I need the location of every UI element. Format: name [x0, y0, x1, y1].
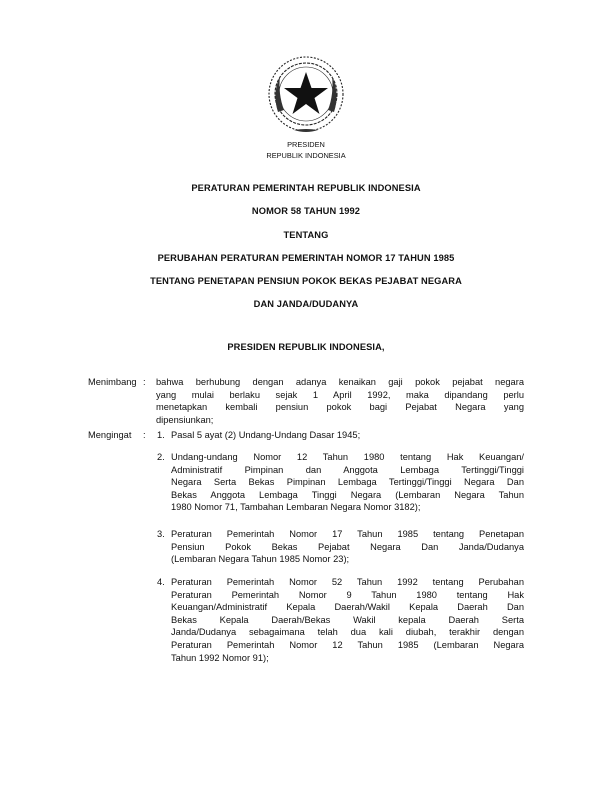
text-line: Bekas Kepala Daerah/Bekas Wakil kepala Daerah Serta — [171, 614, 524, 625]
text-line: yang mulai berlaku sejak 1 April 1992, maka dipandang perlu — [156, 389, 524, 400]
presidential-seal — [264, 52, 348, 138]
text-line: Peraturan Pemerintah Nomor 12 Tahun 1985 (Lembaran Negara — [171, 639, 524, 650]
seal-caption-line2: REPUBLIK INDONESIA — [266, 151, 346, 160]
text-line: (Lembaran Negara Tahun 1985 Nomor 23); — [171, 554, 350, 565]
star-emblem-icon — [264, 52, 348, 138]
text-line: Peraturan Pemerintah Nomor 17 Tahun 1985 tentang Penetapan — [171, 529, 524, 539]
text-line: Peraturan Pemerintah Nomor 9 Tahun 1980 tentang Hak — [171, 589, 524, 600]
text-line: Peraturan Pemerintah Nomor 52 Tahun 1992 tentang Perubahan — [171, 577, 524, 587]
mengingat-label: Mengingat — [88, 430, 132, 440]
text-line: Pensiun Pokok Bekas Pejabat Negara Dan Janda/Dudanya — [171, 541, 524, 552]
item-number: 1. — [157, 430, 165, 440]
mengingat-item-2 — [171, 451, 524, 514]
mengingat-colon: : — [143, 430, 146, 440]
mengingat-item-4 — [171, 576, 524, 664]
menimbang-text — [156, 376, 524, 426]
item-number: 4. — [157, 577, 165, 587]
regulation-title: PERATURAN PEMERINTAH REPUBLIK INDONESIA — [191, 183, 421, 193]
menimbang-colon: : — [143, 377, 146, 387]
president-heading: PRESIDEN REPUBLIK INDONESIA, — [227, 342, 385, 352]
text-line: Bekas Anggota Lembaga Tinggi Negara (Lembaran Negara Tahun — [171, 489, 524, 500]
text-line: Negara Serta Bekas Pimpinan Lembaga Tertinggi/Tinggi Negara Dan — [171, 477, 524, 488]
seal-caption-line1: PRESIDEN — [287, 140, 325, 149]
mengingat-item-1 — [171, 429, 524, 442]
mengingat-item-3 — [171, 528, 524, 566]
regulation-subject-3: DAN JANDA/DUDANYA — [253, 299, 359, 309]
item-number: 3. — [157, 529, 165, 539]
regulation-tentang: TENTANG — [283, 230, 329, 240]
text-line: Administratif Pimpinan dan Anggota Lembaga Tertinggi/Tinggi — [171, 464, 524, 475]
regulation-subject-2: TENTANG PENETAPAN PENSIUN POKOK BEKAS PEJABAT NEGARA — [150, 276, 462, 286]
text-line: bahwa berhubung dengan adanya kenaikan gaji pokok pejabat negara — [156, 377, 524, 387]
menimbang-label: Menimbang — [88, 377, 137, 387]
text-line: Undang-undang Nomor 12 Tahun 1980 tentang Hak Keuangan/ — [171, 452, 524, 462]
text-line: menetapkan kembali pensiun pokok bagi Pejabat Negara yang — [156, 402, 524, 413]
text-line: Janda/Dudanya sebagaimana telah dua kali diubah, terakhir dengan — [171, 627, 524, 638]
regulation-number: NOMOR 58 TAHUN 1992 — [251, 206, 361, 216]
item-number: 2. — [157, 452, 165, 462]
text-line: Pasal 5 ayat (2) Undang-Undang Dasar 1945; — [171, 430, 361, 440]
text-line: 1980 Nomor 71, Tambahan Lembaran Negara Nomor 3182); — [171, 502, 421, 513]
regulation-subject-1: PERUBAHAN PERATURAN PEMERINTAH NOMOR 17 TAHUN 1985 — [157, 253, 455, 263]
text-line: Keuangan/Administratif Kepala Daerah/Wakil Kepala Daerah Dan — [171, 602, 524, 613]
text-line: Tahun 1992 Nomor 91); — [171, 652, 269, 663]
text-line: dipensiunkan; — [156, 414, 214, 425]
